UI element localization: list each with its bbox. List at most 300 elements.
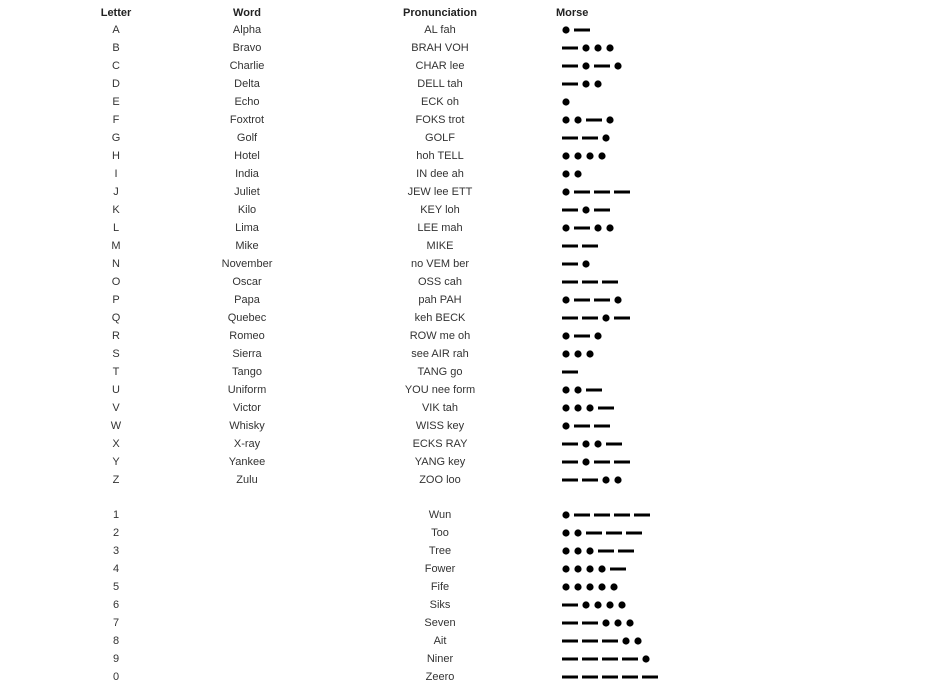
- pronunciation-cell: see AIR rah: [411, 348, 469, 360]
- morse-dash: [562, 65, 578, 68]
- morse-code: [562, 57, 626, 75]
- pronunciation-cell: hoh TELL: [416, 150, 464, 162]
- letter-cell: U: [112, 384, 120, 396]
- letter-cell: F: [112, 114, 120, 126]
- morse-dot: [562, 547, 569, 554]
- morse-dash: [606, 532, 622, 535]
- morse-dot: [626, 619, 633, 626]
- pronunciation-cell: YANG key: [414, 456, 466, 468]
- letter-cell: X: [112, 438, 120, 450]
- pronunciation-cell: WISS key: [415, 420, 465, 432]
- word-cell: Mike: [235, 240, 259, 252]
- word-cell: Romeo: [229, 330, 265, 342]
- letter-cell: S: [112, 348, 120, 360]
- table-row: [0, 668, 929, 686]
- morse-dash: [562, 443, 578, 446]
- word-cell: Papa: [234, 294, 260, 306]
- word-cell: Zulu: [236, 474, 258, 486]
- morse-dot: [598, 583, 605, 590]
- pronunciation-cell: CHAR lee: [415, 60, 465, 72]
- morse-dash: [562, 245, 578, 248]
- morse-code: [562, 417, 614, 435]
- pronunciation-cell: Siks: [429, 599, 451, 611]
- pronunciation-cell: Fife: [430, 581, 450, 593]
- table-row: [0, 39, 929, 57]
- table-row: [0, 363, 929, 381]
- letter-cell: G: [111, 132, 121, 144]
- morse-dot: [582, 440, 589, 447]
- morse-dash: [614, 317, 630, 320]
- morse-dash: [622, 658, 638, 661]
- letter-cell: D: [112, 78, 120, 90]
- pronunciation-cell: ECK oh: [421, 96, 459, 108]
- morse-dot: [562, 332, 569, 339]
- morse-dash: [602, 281, 618, 284]
- letter-cell: 3: [112, 545, 120, 557]
- morse-code: [562, 596, 630, 614]
- morse-code: [562, 560, 630, 578]
- pronunciation-cell: OSS cah: [417, 276, 463, 288]
- morse-dash: [574, 425, 590, 428]
- word-cell: Kilo: [237, 204, 257, 216]
- morse-dash: [582, 317, 598, 320]
- morse-dash: [614, 514, 630, 517]
- morse-dash: [574, 299, 590, 302]
- morse-dash: [574, 29, 590, 32]
- morse-dot: [622, 637, 629, 644]
- letter-cell: Z: [112, 474, 120, 486]
- morse-code: [562, 327, 606, 345]
- morse-dot: [562, 152, 569, 159]
- letter-cell: P: [112, 294, 120, 306]
- morse-dot: [582, 206, 589, 213]
- morse-dash: [586, 532, 602, 535]
- morse-dash: [594, 65, 610, 68]
- morse-dot: [598, 152, 605, 159]
- letter-cell: N: [112, 258, 120, 270]
- word-cell: Uniform: [227, 384, 267, 396]
- word-cell: Echo: [234, 96, 260, 108]
- morse-dash: [562, 263, 578, 266]
- morse-dot: [582, 80, 589, 87]
- morse-code: [562, 471, 626, 489]
- morse-dash: [562, 461, 578, 464]
- table-row: [0, 560, 929, 578]
- table-row: [0, 435, 929, 453]
- morse-dot: [574, 386, 581, 393]
- pronunciation-cell: AL fah: [424, 24, 456, 36]
- morse-dot: [602, 476, 609, 483]
- morse-dot: [606, 116, 613, 123]
- morse-dot: [562, 583, 569, 590]
- morse-code: [562, 578, 622, 596]
- table-row: [0, 21, 929, 39]
- letter-cell: 1: [112, 509, 120, 521]
- pronunciation-cell: GOLF: [425, 132, 455, 144]
- pronunciation-cell: BRAH VOH: [411, 42, 469, 54]
- morse-dot: [586, 565, 593, 572]
- letter-cell: 5: [112, 581, 120, 593]
- table-row: [0, 291, 929, 309]
- pronunciation-cell: Zeero: [425, 671, 455, 683]
- morse-dash: [562, 604, 578, 607]
- morse-dot: [614, 296, 621, 303]
- morse-dash: [562, 317, 578, 320]
- word-cell: Foxtrot: [229, 114, 265, 126]
- morse-code: [562, 632, 646, 650]
- word-cell: X-ray: [233, 438, 261, 450]
- morse-code: [562, 183, 634, 201]
- word-cell: Hotel: [234, 150, 260, 162]
- morse-dash: [562, 209, 578, 212]
- letter-cell: V: [112, 402, 120, 414]
- morse-dot: [574, 583, 581, 590]
- morse-dash: [598, 407, 614, 410]
- word-cell: Golf: [236, 132, 258, 144]
- letter-cell: 9: [112, 653, 120, 665]
- morse-dash: [582, 640, 598, 643]
- table-row: [0, 345, 929, 363]
- morse-code: [562, 668, 662, 686]
- table-row: [0, 506, 929, 524]
- morse-dot: [574, 565, 581, 572]
- morse-code: [562, 506, 654, 524]
- word-cell: Alpha: [232, 24, 262, 36]
- morse-dash: [562, 658, 578, 661]
- word-cell: Yankee: [228, 456, 266, 468]
- morse-dot: [562, 350, 569, 357]
- morse-dash: [642, 676, 658, 679]
- morse-code: [562, 129, 614, 147]
- morse-dash: [598, 550, 614, 553]
- morse-code: [562, 237, 602, 255]
- table-row: [0, 111, 929, 129]
- letter-cell: H: [112, 150, 120, 162]
- table-row: [0, 596, 929, 614]
- morse-dash: [562, 137, 578, 140]
- morse-code: [562, 219, 618, 237]
- morse-dash: [602, 640, 618, 643]
- pronunciation-cell: keh BECK: [414, 312, 466, 324]
- morse-dot: [594, 332, 601, 339]
- morse-dot: [606, 601, 613, 608]
- letter-cell: T: [112, 366, 120, 378]
- pronunciation-cell: VIK tah: [421, 402, 459, 414]
- morse-code: [562, 524, 646, 542]
- morse-code: [562, 399, 618, 417]
- table-row: [0, 327, 929, 345]
- word-cell: Charlie: [229, 60, 265, 72]
- morse-dot: [606, 224, 613, 231]
- pronunciation-cell: Wun: [428, 509, 452, 521]
- morse-dot: [602, 619, 609, 626]
- morse-dot: [582, 458, 589, 465]
- table-row: [0, 237, 929, 255]
- word-cell: November: [221, 258, 273, 270]
- morse-dash: [562, 281, 578, 284]
- morse-dash: [622, 676, 638, 679]
- morse-dot: [634, 637, 641, 644]
- morse-dash: [582, 676, 598, 679]
- letter-cell: 4: [112, 563, 120, 575]
- table-row: [0, 219, 929, 237]
- letter-cell: C: [112, 60, 120, 72]
- table-row: [0, 147, 929, 165]
- pronunciation-cell: FOKS trot: [415, 114, 465, 126]
- morse-dash: [594, 191, 610, 194]
- morse-dash: [562, 47, 578, 50]
- morse-dash: [606, 443, 622, 446]
- morse-dot: [614, 476, 621, 483]
- morse-dash: [574, 335, 590, 338]
- morse-code: [562, 309, 634, 327]
- morse-dash: [618, 550, 634, 553]
- letter-cell: I: [114, 168, 118, 180]
- morse-dot: [574, 547, 581, 554]
- table-row: [0, 201, 929, 219]
- word-cell: Victor: [233, 402, 261, 414]
- table-row: [0, 165, 929, 183]
- morse-dot: [586, 583, 593, 590]
- morse-dot: [574, 350, 581, 357]
- letter-cell: W: [110, 420, 122, 432]
- morse-code: [562, 291, 626, 309]
- table-row: [0, 381, 929, 399]
- morse-dot: [562, 170, 569, 177]
- pronunciation-cell: Too: [431, 527, 449, 539]
- header-letter: Letter: [100, 7, 132, 19]
- morse-dot: [594, 80, 601, 87]
- pronunciation-cell: TANG go: [417, 366, 463, 378]
- morse-dot: [582, 44, 589, 51]
- letter-cell: R: [112, 330, 120, 342]
- table-row: [0, 309, 929, 327]
- morse-dot: [586, 547, 593, 554]
- morse-dash: [594, 425, 610, 428]
- morse-code: [562, 39, 618, 57]
- morse-dash: [562, 676, 578, 679]
- morse-dash: [562, 479, 578, 482]
- pronunciation-cell: LEE mah: [417, 222, 463, 234]
- morse-code: [562, 435, 626, 453]
- morse-dot: [618, 601, 625, 608]
- pronunciation-cell: ROW me oh: [409, 330, 471, 342]
- morse-dash: [562, 622, 578, 625]
- morse-dot: [586, 350, 593, 357]
- word-cell: Lima: [235, 222, 259, 234]
- pronunciation-cell: IN dee ah: [416, 168, 464, 180]
- word-cell: Quebec: [227, 312, 267, 324]
- morse-code: [562, 165, 586, 183]
- morse-dot: [562, 565, 569, 572]
- word-cell: India: [235, 168, 259, 180]
- morse-dash: [562, 83, 578, 86]
- letter-cell: K: [112, 204, 120, 216]
- morse-dot: [562, 26, 569, 33]
- morse-dash: [614, 191, 630, 194]
- morse-dot: [610, 583, 617, 590]
- morse-code: [562, 273, 622, 291]
- morse-dot: [582, 260, 589, 267]
- morse-dot: [582, 601, 589, 608]
- morse-code: [562, 255, 594, 273]
- morse-dot: [574, 170, 581, 177]
- morse-dot: [586, 152, 593, 159]
- pronunciation-cell: JEW lee ETT: [407, 186, 473, 198]
- header-morse: Morse: [556, 7, 589, 19]
- morse-dash: [574, 227, 590, 230]
- morse-dot: [562, 386, 569, 393]
- morse-dash: [594, 514, 610, 517]
- morse-code: [562, 75, 606, 93]
- pronunciation-cell: Seven: [424, 617, 456, 629]
- letter-cell: M: [111, 240, 121, 252]
- morse-dot: [574, 116, 581, 123]
- morse-dot: [562, 116, 569, 123]
- header-pronunciation: Pronunciation: [403, 7, 477, 19]
- morse-dot: [594, 440, 601, 447]
- morse-dash: [594, 209, 610, 212]
- morse-dash: [574, 514, 590, 517]
- morse-dash: [602, 658, 618, 661]
- table-row: [0, 453, 929, 471]
- table-row: [0, 632, 929, 650]
- morse-dot: [582, 62, 589, 69]
- morse-dash: [594, 461, 610, 464]
- morse-code: [562, 453, 634, 471]
- morse-code: [562, 650, 654, 668]
- table-row: [0, 273, 929, 291]
- morse-dash: [582, 245, 598, 248]
- pronunciation-cell: Ait: [433, 635, 447, 647]
- table-row: [0, 524, 929, 542]
- pronunciation-cell: Tree: [428, 545, 452, 557]
- morse-code: [562, 345, 598, 363]
- letter-cell: E: [112, 96, 120, 108]
- morse-dot: [614, 619, 621, 626]
- word-cell: Juliet: [234, 186, 260, 198]
- morse-dot: [574, 529, 581, 536]
- letter-cell: 7: [112, 617, 120, 629]
- letter-cell: J: [113, 186, 119, 198]
- morse-code: [562, 21, 594, 39]
- morse-dash: [602, 676, 618, 679]
- morse-dash: [574, 191, 590, 194]
- morse-code: [562, 381, 606, 399]
- morse-dot: [642, 655, 649, 662]
- morse-code: [562, 93, 574, 111]
- morse-dash: [634, 514, 650, 517]
- letter-cell: 0: [112, 671, 120, 683]
- table-row: [0, 57, 929, 75]
- table-row: [0, 578, 929, 596]
- letter-cell: 6: [112, 599, 120, 611]
- table-row: [0, 93, 929, 111]
- table-row: [0, 650, 929, 668]
- table-row: [0, 542, 929, 560]
- word-cell: Bravo: [232, 42, 262, 54]
- morse-dot: [562, 224, 569, 231]
- morse-dot: [562, 529, 569, 536]
- morse-code: [562, 111, 618, 129]
- morse-dash: [610, 568, 626, 571]
- table-row: [0, 417, 929, 435]
- letter-cell: A: [112, 24, 120, 36]
- table-row: [0, 255, 929, 273]
- morse-dot: [562, 404, 569, 411]
- pronunciation-cell: ECKS RAY: [412, 438, 468, 450]
- letter-cell: Y: [112, 456, 120, 468]
- morse-dash: [626, 532, 642, 535]
- morse-dot: [614, 62, 621, 69]
- morse-dot: [602, 314, 609, 321]
- morse-dot: [586, 404, 593, 411]
- word-cell: Whisky: [229, 420, 265, 432]
- morse-code: [562, 147, 610, 165]
- letter-cell: L: [112, 222, 120, 234]
- morse-dot: [598, 565, 605, 572]
- morse-dot: [574, 152, 581, 159]
- table-row: [0, 399, 929, 417]
- pronunciation-cell: Fower: [424, 563, 456, 575]
- letter-cell: 2: [112, 527, 120, 539]
- morse-dot: [562, 98, 569, 105]
- morse-dot: [594, 224, 601, 231]
- morse-code: [562, 542, 638, 560]
- morse-dot: [562, 422, 569, 429]
- pronunciation-cell: KEY loh: [420, 204, 460, 216]
- table-row: [0, 614, 929, 632]
- table-row: [0, 183, 929, 201]
- morse-dash: [582, 479, 598, 482]
- word-cell: Sierra: [232, 348, 262, 360]
- morse-dash: [562, 640, 578, 643]
- pronunciation-cell: no VEM ber: [410, 258, 470, 270]
- word-cell: Tango: [232, 366, 262, 378]
- table-row: [0, 471, 929, 489]
- morse-dash: [582, 658, 598, 661]
- word-cell: Delta: [234, 78, 260, 90]
- morse-code: [562, 614, 638, 632]
- morse-dash: [582, 622, 598, 625]
- table-row: [0, 75, 929, 93]
- pronunciation-cell: MIKE: [426, 240, 454, 252]
- morse-code: [562, 363, 582, 381]
- table-row: [0, 129, 929, 147]
- morse-dot: [574, 404, 581, 411]
- letter-cell: 8: [112, 635, 120, 647]
- morse-code: [562, 201, 614, 219]
- pronunciation-cell: pah PAH: [418, 294, 462, 306]
- pronunciation-cell: DELL tah: [417, 78, 463, 90]
- morse-dash: [586, 119, 602, 122]
- morse-dot: [562, 188, 569, 195]
- morse-dash: [582, 281, 598, 284]
- morse-dot: [602, 134, 609, 141]
- morse-dot: [606, 44, 613, 51]
- morse-dash: [594, 299, 610, 302]
- word-cell: Oscar: [232, 276, 262, 288]
- letter-cell: B: [112, 42, 120, 54]
- letter-cell: O: [111, 276, 121, 288]
- letter-cell: Q: [111, 312, 121, 324]
- morse-dot: [594, 601, 601, 608]
- morse-dash: [562, 371, 578, 374]
- morse-dot: [594, 44, 601, 51]
- morse-dash: [614, 461, 630, 464]
- pronunciation-cell: Niner: [426, 653, 454, 665]
- header-word: Word: [233, 7, 261, 19]
